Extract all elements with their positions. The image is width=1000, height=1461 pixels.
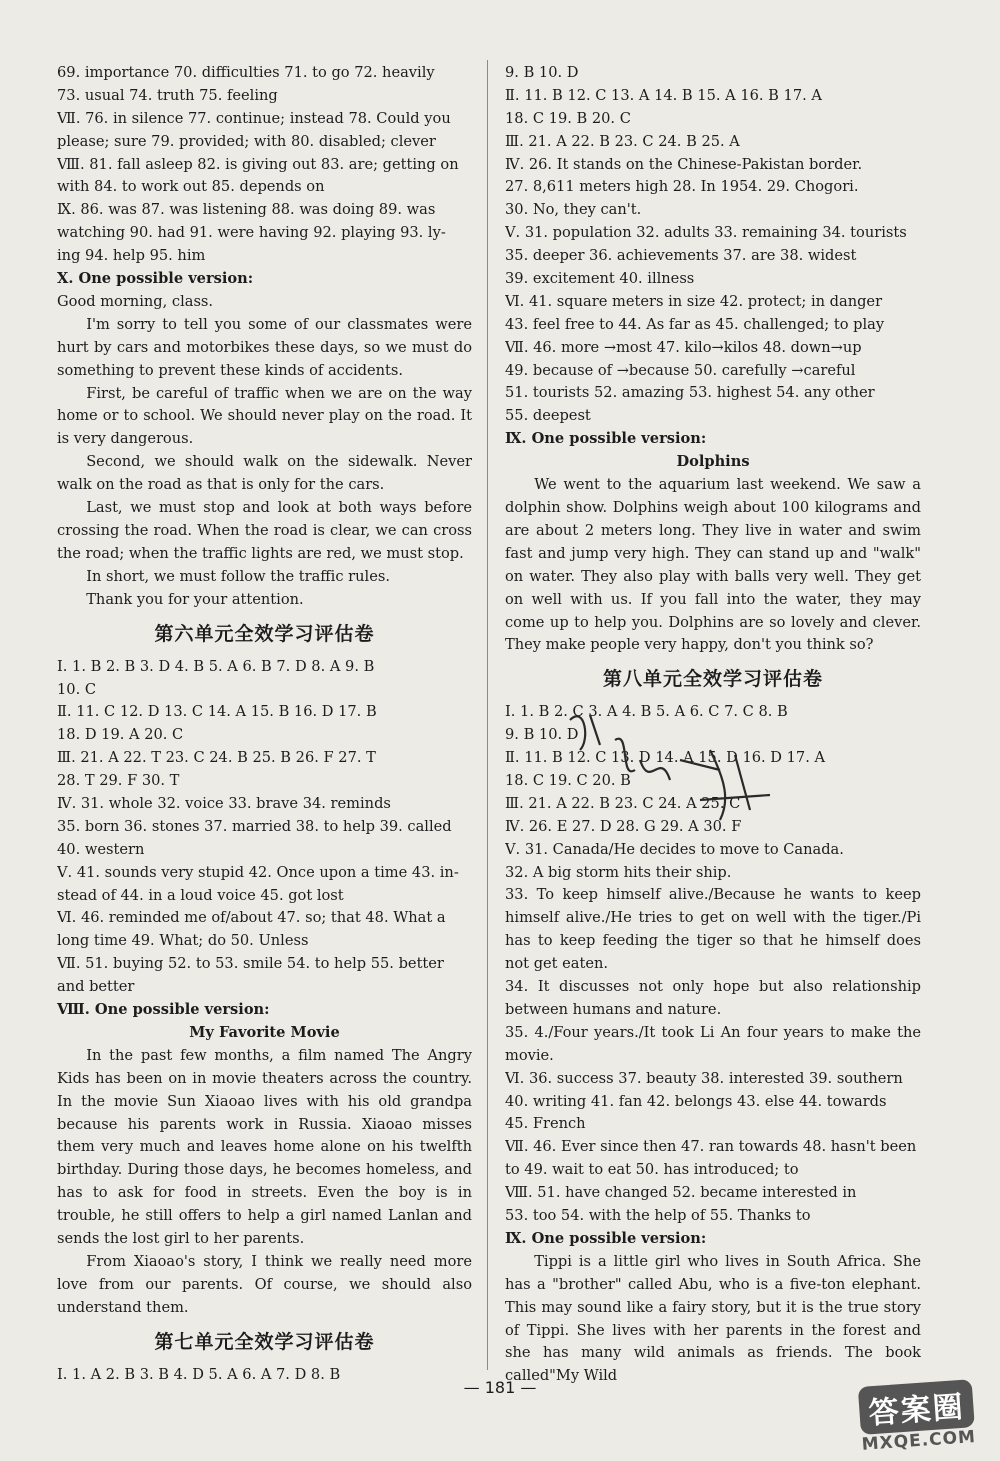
- section5-tail: [57, 62, 472, 268]
- answer-line: Ⅶ. 76. in silence 77. continue; instead 78. Could you: [57, 109, 451, 127]
- answer-line: Ⅳ. 26. It stands on the Chinese-Pakistan border.: [505, 155, 863, 173]
- answer-line: 45. French: [505, 1115, 586, 1133]
- unit7-title: 第七单元全效学习评估卷: [154, 1330, 375, 1353]
- answer-line: Ⅷ. 51. have changed 52. became interested in: [505, 1184, 857, 1202]
- answer-line: Ⅲ. 21. A 22. B 23. C 24. A 25. C: [505, 794, 741, 812]
- answer-line: 18. D 19. A 20. C: [57, 726, 184, 744]
- essay-paragraph: In short, we must follow the traffic rules.: [86, 567, 390, 585]
- left-column: [57, 62, 472, 1387]
- answer-line: 73. usual 74. truth 75. feeling: [57, 86, 278, 104]
- essay-paragraph: From Xiaoao's story, I think we really need more love from our parents. Of course, we should also understand them.: [57, 1252, 472, 1316]
- answer-line: Ⅴ. 31. population 32. adults 33. remaining 34. tourists: [505, 224, 907, 242]
- answer-line: to 49. wait to eat 50. has introduced; to: [505, 1161, 799, 1179]
- answer-line: Ⅱ. 11. B 12. C 13. A 14. B 15. A 16. B 17. A: [505, 86, 822, 104]
- answer-line: 18. C 19. B 20. C: [505, 109, 631, 127]
- watermark-url: MXQE.COM: [860, 1426, 977, 1455]
- answer-line: Ⅰ. 1. A 2. B 3. B 4. D 5. A 6. A 7. D 8. B: [57, 1365, 341, 1383]
- answer-line: 40. writing 41. fan 42. belongs 43. else 44. towards: [505, 1092, 887, 1110]
- essay-paragraph: Tippi is a little girl who lives in South Africa. She has a "brother" called Abu, who is a five-ton elephant. This may sound like a fairy story, but it is the true story of Tippi. She lives with her parents in the forest and she has many wild animals as friends. The book called"My Wild: [505, 1252, 921, 1385]
- handwriting-scribble: [560, 700, 790, 840]
- answer-line: Ⅵ. 36. success 37. beauty 38. interested 39. southern: [505, 1069, 903, 1087]
- answer-line: 27. 8,611 meters high 28. In 1954. 29. Chogori.: [505, 178, 859, 196]
- answer-line: watching 90. had 91. were having 92. playing 93. ly-: [57, 224, 446, 242]
- answer-line: and better: [57, 978, 135, 996]
- answer-line: 49. because of →because 50. carefully →careful: [505, 361, 856, 379]
- answer-line: 53. too 54. with the help of 55. Thanks to: [505, 1207, 811, 1225]
- essay-title: Dolphins: [676, 453, 750, 471]
- answer-line: Ⅴ. 41. sounds very stupid 42. Once upon a time 43. in-: [57, 863, 459, 881]
- answer-line: Ⅵ. 46. reminded me of/about 47. so; that 48. What a: [57, 909, 446, 927]
- version-label: Ⅹ. One possible version:: [57, 270, 254, 288]
- answer-line: Ⅱ. 11. C 12. D 13. C 14. A 15. B 16. D 17. B: [57, 703, 377, 721]
- answer-paragraph: 34. It discusses not only hope but also relationship between humans and nature.: [505, 978, 921, 1018]
- answer-line: 10. C: [57, 680, 97, 698]
- answer-line: Ⅶ. 46. more →most 47. kilo→kilos 48. down→up: [505, 338, 862, 356]
- answer-line: Ⅷ. 81. fall asleep 82. is giving out 83. are; getting on: [57, 155, 459, 173]
- answer-line: please; sure 79. provided; with 80. disabled; clever: [57, 132, 436, 150]
- unit6-answers: [57, 656, 472, 999]
- page-number: — 181 —: [463, 1378, 537, 1397]
- answer-line: 55. deepest: [505, 407, 591, 425]
- answer-line: 35. born 36. stones 37. married 38. to help 39. called: [57, 817, 452, 835]
- answer-paragraph: 33. To keep himself alive./Because he wants to keep himself alive./He tries to get on well with the tiger./Pi has to keep feeding the tiger so that he himself does not get eaten.: [505, 886, 921, 973]
- essay-paragraph: Thank you for your attention.: [86, 590, 304, 608]
- essay-paragraph: First, be careful of traffic when we are on the way home or to school. We should never play on the road. It is very dangerous.: [57, 384, 472, 448]
- essay-title: My Favorite Movie: [189, 1023, 340, 1041]
- answer-line: 51. tourists 52. amazing 53. highest 54. any other: [505, 384, 875, 402]
- answer-line: 35. deeper 36. achievements 37. are 38. widest: [505, 247, 857, 265]
- version-label: Ⅸ. One possible version:: [505, 1229, 707, 1247]
- answer-line: 43. feel free to 44. As far as 45. challenged; to play: [505, 315, 885, 333]
- answer-line: with 84. to work out 85. depends on: [57, 178, 325, 196]
- answer-line: Ⅳ. 31. whole 32. voice 33. brave 34. reminds: [57, 794, 391, 812]
- answer-line: 28. T 29. F 30. T: [57, 772, 180, 790]
- answer-line: Ⅳ. 26. E 27. D 28. G 29. A 30. F: [505, 817, 742, 835]
- unit8-title: 第八单元全效学习评估卷: [602, 668, 823, 691]
- answer-line: Ⅱ. 11. B 12. C 13. D 14. A 15. D 16. D 17. A: [505, 749, 826, 767]
- unit7-answers: [505, 62, 921, 428]
- answer-line: 32. A big storm hits their ship.: [505, 863, 732, 881]
- watermark-logo: [857, 1379, 976, 1455]
- answer-line: 39. excitement 40. illness: [505, 270, 695, 288]
- answer-line: long time 49. What; do 50. Unless: [57, 932, 309, 950]
- answer-line: 30. No, they can't.: [505, 201, 642, 219]
- answer-paragraph: 35. 4./Four years./It took Li An four years to make the movie.: [505, 1023, 921, 1064]
- essay-paragraph: We went to the aquarium last weekend. We saw a dolphin show. Dolphins weigh about 100 kilograms and are about 2 meters long. They live in water and swim fast and jump very high. They can stand up and "walk" on water. They also play with balls very well. They get on well with us. If you fall into the water, they may come up to help you. Dolphins are so lovely and clever. They make people very happy, don't you think so?: [505, 476, 921, 654]
- answer-line: stead of 44. in a loud voice 45. got lost: [57, 886, 344, 904]
- unit6-title: 第六单元全效学习评估卷: [154, 622, 375, 645]
- answer-line: 9. B 10. D: [505, 64, 579, 81]
- essay-paragraph: Last, we must stop and look at both ways before crossing the road. When the road is clear, we can cross the road; when the traffic lights are red, we must stop.: [57, 499, 472, 562]
- column-divider: [487, 60, 488, 1370]
- answer-line: Ⅲ. 21. A 22. T 23. C 24. B 25. B 26. F 27. T: [57, 749, 376, 767]
- answer-line: Ⅰ. 1. B 2. B 3. D 4. B 5. A 6. B 7. D 8. A 9. B: [57, 657, 375, 675]
- essay-paragraph: Second, we should walk on the sidewalk. Never walk on the road as that is only for the cars.: [57, 453, 472, 494]
- answer-line: Ⅲ. 21. A 22. B 23. C 24. B 25. A: [505, 132, 740, 150]
- answer-line: Ⅵ. 41. square meters in size 42. protect; in danger: [505, 292, 883, 310]
- answer-line: Ⅰ. 1. B 2. C 3. A 4. B 5. A 6. C 7. C 8. B: [505, 703, 788, 721]
- version-label: Ⅷ. One possible version:: [57, 1000, 270, 1018]
- answer-line: 69. importance 70. difficulties 71. to go 72. heavily: [57, 64, 435, 81]
- answer-line: 9. B 10. D: [505, 726, 579, 744]
- answer-line: 18. C 19. C 20. B: [505, 771, 631, 789]
- answer-line: 40. western: [57, 840, 145, 858]
- essay-paragraph: I'm sorry to tell you some of our classmates were hurt by cars and motorbikes these days, so we must do something to prevent these kinds of accidents.: [57, 315, 472, 379]
- essay-paragraph: Good morning, class.: [57, 292, 214, 310]
- answer-line: Ⅴ. 31. Canada/He decides to move to Canada.: [505, 840, 844, 858]
- version-label: Ⅸ. One possible version:: [505, 430, 707, 448]
- answer-line: Ⅶ. 46. Ever since then 47. ran towards 48. hasn't been: [505, 1138, 917, 1156]
- essay-paragraph: In the past few months, a film named The Angry Kids has been on in movie theaters across the country. In the movie Sun Xiaoao lives with his old grandpa because his parents work in Russia. Xiaoao misses them very much and leaves home alone on his twelfth birthday. During those days, he becomes homeless, and has to ask for food in streets. Even the boy is in trouble, he still offers to help a girl named Lanlan and sends the lost girl to her parents.: [57, 1046, 472, 1248]
- watermark-text: 答案圈: [857, 1379, 974, 1435]
- answer-line: Ⅶ. 51. buying 52. to 53. smile 54. to help 55. better: [57, 955, 444, 973]
- answer-line: Ⅸ. 86. was 87. was listening 88. was doing 89. was: [57, 201, 436, 219]
- answer-line: ing 94. help 95. him: [57, 247, 206, 265]
